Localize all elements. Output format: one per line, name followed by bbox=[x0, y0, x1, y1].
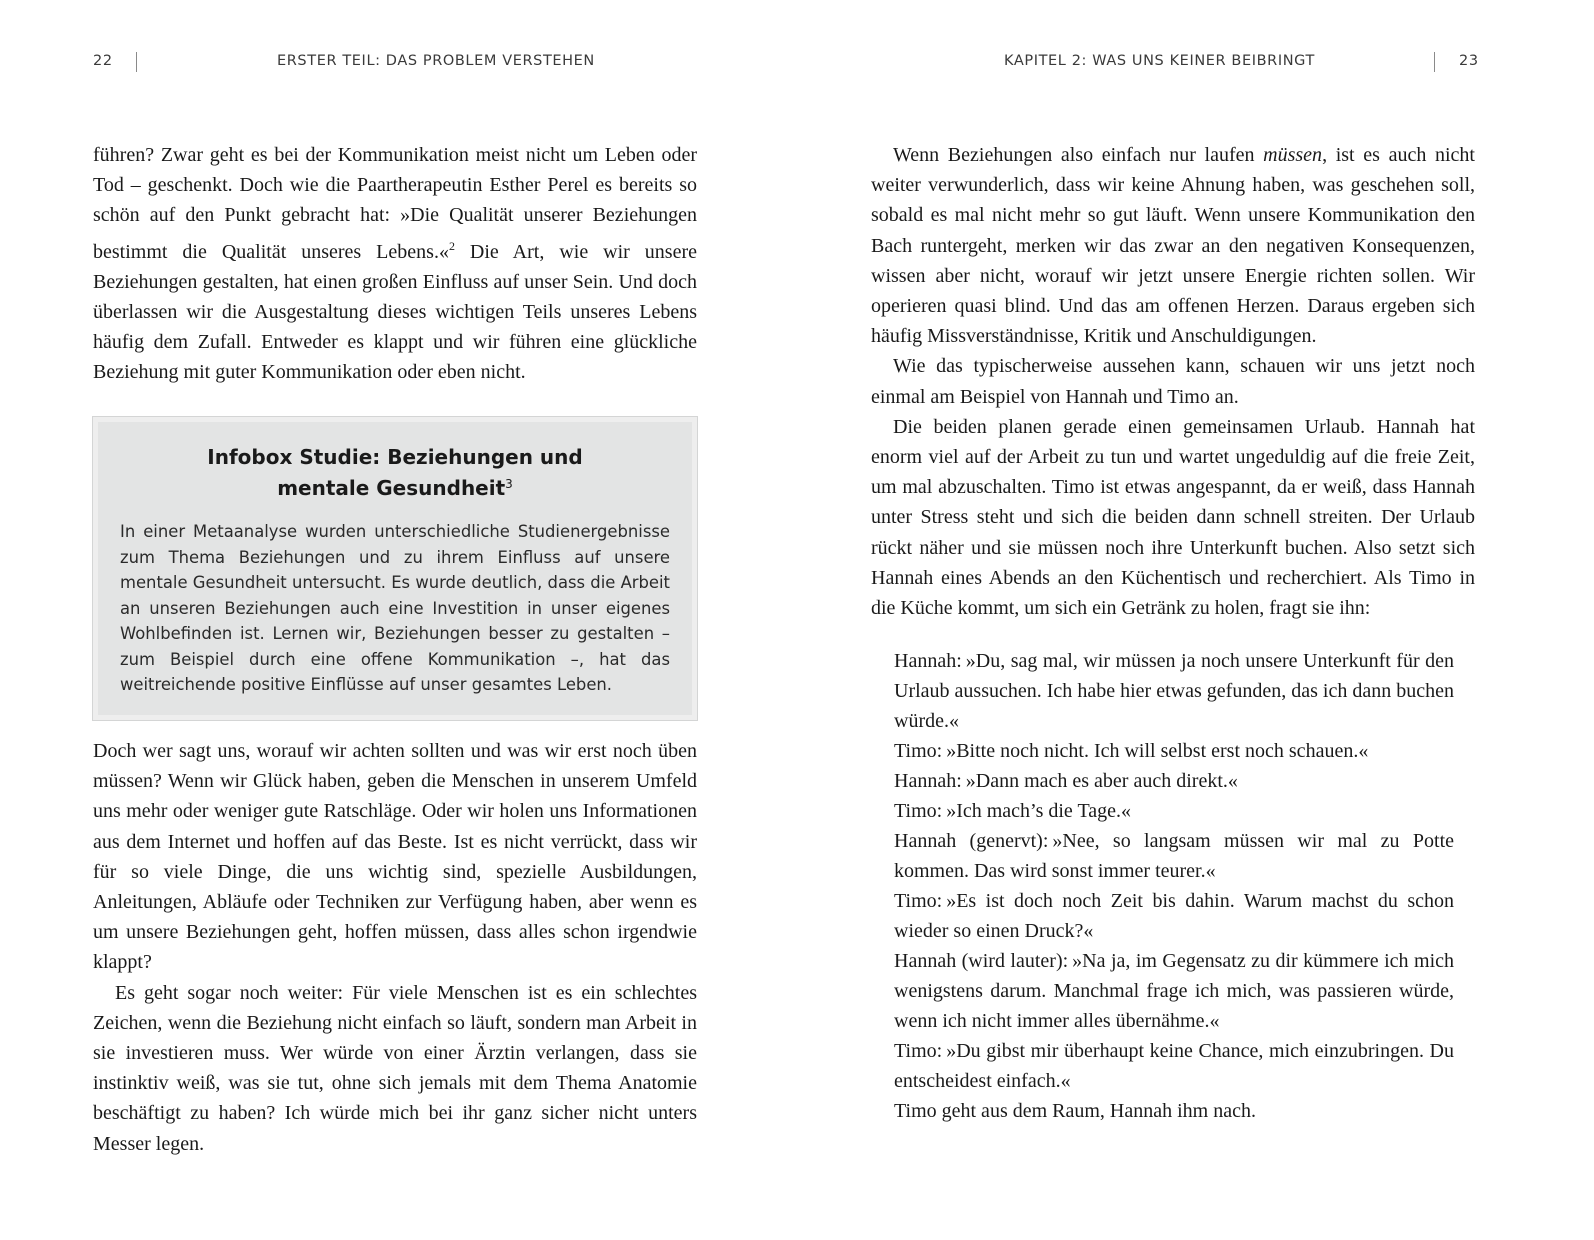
dialog-line bbox=[894, 736, 1454, 766]
infobox-title bbox=[98, 444, 692, 502]
paragraph-text: führen? Zwar geht es bei der Kommunikation meist nicht um Leben oder Tod – geschenkt. Doch wie die Paartherapeutin Esther Perel es bereits so schön auf den Punkt gebracht hat: »Die Qualität unserer Beziehungen bestimmt die Qualität unseres Lebens.« bbox=[93, 144, 697, 263]
dialog-speaker: Hannah (wird lauter): bbox=[894, 950, 1069, 972]
paragraph bbox=[871, 140, 1475, 351]
dialog-text: »Dann mach es aber auch direkt.« bbox=[965, 770, 1238, 792]
dialog-line bbox=[894, 646, 1454, 736]
page-number-left: 22 bbox=[93, 53, 113, 69]
dialog-text: »Du, sag mal, wir müssen ja noch unsere Unterkunft für den Urlaub aussuchen. Ich habe hier etwas gefunden, das ich dann buchen würde.« bbox=[894, 650, 1454, 732]
paragraph: Es geht sogar noch weiter: Für viele Menschen ist es ein schlechtes Zeichen, wenn die Beziehung nicht einfach so läuft, sondern man Arbeit in sie investieren muss. Wer würde von einer Ärztin verlangen, dass sie instinktiv weiß, was sie tut, ohne sich jemals mit dem Thema Anatomie beschäftigt zu haben? Ich würde mich bei ihr ganz sicher nicht unters Messer legen. bbox=[93, 981, 697, 1155]
dialog-text: »Bitte noch nicht. Ich will selbst erst noch schauen.« bbox=[946, 740, 1369, 762]
dialog-speaker: Timo: bbox=[894, 1040, 943, 1062]
dialog-speaker: Timo: bbox=[894, 800, 943, 822]
dialog-line bbox=[894, 886, 1454, 946]
dialog-line bbox=[894, 946, 1454, 1036]
dialog-speaker: Hannah (genervt): bbox=[894, 830, 1049, 852]
paragraph-text: Wenn Beziehungen also einfach nur laufen bbox=[893, 144, 1264, 166]
left-text-block-1 bbox=[93, 140, 697, 388]
infobox bbox=[93, 417, 697, 720]
paragraph-text: , ist es auch nicht weiter verwunderlich, dass wir keine Ahnung haben, was geschehen soll, sobald es mal nicht mehr so gut läuft. Wenn unsere Kommunikation den Bach runtergeht, merken wir das zwar an den negativen Konsequenzen, wissen aber nicht, worauf wir jetzt unsere Energie richten sollen. Wir operieren quasi blind. Und das am offenen Herzen. Daraus ergeben sich häufig Missverständnisse, Kritik und Anschuldigungen. bbox=[871, 144, 1475, 348]
paragraph: Doch wer sagt uns, worauf wir achten sollten und was wir erst noch üben müssen? Wenn wir Glück haben, geben die Menschen in unserem Umfeld uns mehr oder weniger gute Ratschläge. Oder wir holen uns Informationen aus dem Internet und hoffen auf das Beste. Ist es nicht verrückt, dass wir für so viele Dinge, die uns wichtig sind, spezielle Ausbildungen, Anleitungen, Abläufe oder Techniken zur Verfügung haben, aber wenn es um unsere Beziehungen geht, hoffen müssen, dass alles schon irgendwie klappt? bbox=[93, 740, 697, 974]
header-separator-left bbox=[136, 52, 137, 72]
dialog-line bbox=[894, 826, 1454, 886]
paragraph bbox=[93, 140, 697, 388]
dialog-line bbox=[894, 766, 1454, 796]
infobox-title-line-2: mentale Gesundheit bbox=[277, 476, 506, 500]
footnote-marker: 3 bbox=[505, 477, 513, 491]
dialog-block bbox=[894, 646, 1454, 1126]
infobox-title-line-1: Infobox Studie: Beziehungen und bbox=[207, 445, 583, 469]
footnote-marker: 2 bbox=[448, 238, 455, 253]
dialog-text: »Du gibst mir überhaupt keine Chance, mich einzubringen. Du entscheidest einfach.« bbox=[894, 1040, 1454, 1092]
dialog-speaker: Timo: bbox=[894, 890, 943, 912]
paragraph: Die beiden planen gerade einen gemeinsamen Urlaub. Hannah hat enorm viel auf der Arbeit zu tun und wartet ungeduldig auf die freie Zeit, um mal abzuschalten. Timo ist etwas angespannt, da er weiß, dass Hannah unter Stress steht und sich die beiden dann schnell streiten. Der Urlaub rückt näher und sie müssen noch ihre Unterkunft buchen. Also setzt sich Hannah eines Abends an den Küchentisch und recherchiert. Als Timo in die Küche kommt, um sich ein Getränk zu holen, fragt sie ihn: bbox=[871, 415, 1475, 620]
dialog-closing: Timo geht aus dem Raum, Hannah ihm nach. bbox=[894, 1100, 1256, 1122]
dialog-speaker: Hannah: bbox=[894, 770, 962, 792]
dialog-speaker: Hannah: bbox=[894, 650, 962, 672]
header-separator-right bbox=[1434, 52, 1435, 72]
dialog-text: »Nee, so langsam müssen wir mal zu Potte kommen. Das wird sonst immer teurer.« bbox=[894, 830, 1454, 882]
paragraph: Wie das typischerweise aussehen kann, schauen wir uns jetzt noch einmal am Beispiel von Hannah und Timo an. bbox=[871, 355, 1475, 408]
running-head-left: ERSTER TEIL: DAS PROBLEM VERSTEHEN bbox=[277, 53, 595, 69]
dialog-text: »Es ist doch noch Zeit bis dahin. Warum machst du schon wieder so einen Druck?« bbox=[894, 890, 1454, 942]
page-number-right: 23 bbox=[1459, 53, 1479, 69]
emphasis: müssen bbox=[1263, 144, 1323, 166]
infobox-body: In einer Metaanalyse wurden unterschiedliche Studienergebnisse zum Thema Beziehungen und zu ihrem Einfluss auf unsere mentale Gesundheit untersucht. Es wurde deutlich, dass die Arbeit an unseren Beziehungen auch eine Investition in unser eigenes Wohlbefinden ist. Lernen wir, Beziehungen besser zu gestalten – zum Beispiel durch eine offene Kommunikation –, hat das weitreichende positive Einflüsse auf unser gesamtes Leben. bbox=[120, 522, 670, 694]
dialog-line bbox=[894, 1036, 1454, 1096]
dialog-text: »Ich mach’s die Tage.« bbox=[946, 800, 1132, 822]
dialog-text: »Na ja, im Gegensatz zu dir kümmere ich mich wenigstens darum. Manchmal frage ich mich, was passieren würde, wenn ich nicht immer alles übernähme.« bbox=[894, 950, 1454, 1032]
paragraph-text: Die Art, wie wir unsere Beziehungen gestalten, hat einen großen Einfluss auf unser Sein. Und doch überlassen wir die Ausgestaltung dieses wichtigen Teils unseres Lebens häufig dem Zufall. Entweder es klappt und wir führen eine glückliche Beziehung mit guter Kommunikation oder eben nicht. bbox=[93, 240, 697, 384]
left-text-block-2 bbox=[93, 736, 697, 1159]
right-text-block bbox=[871, 140, 1475, 623]
dialog-line bbox=[894, 796, 1454, 826]
running-head-right: KAPITEL 2: WAS UNS KEINER BEIBRINGT bbox=[1004, 53, 1315, 69]
dialog-speaker: Timo: bbox=[894, 740, 943, 762]
